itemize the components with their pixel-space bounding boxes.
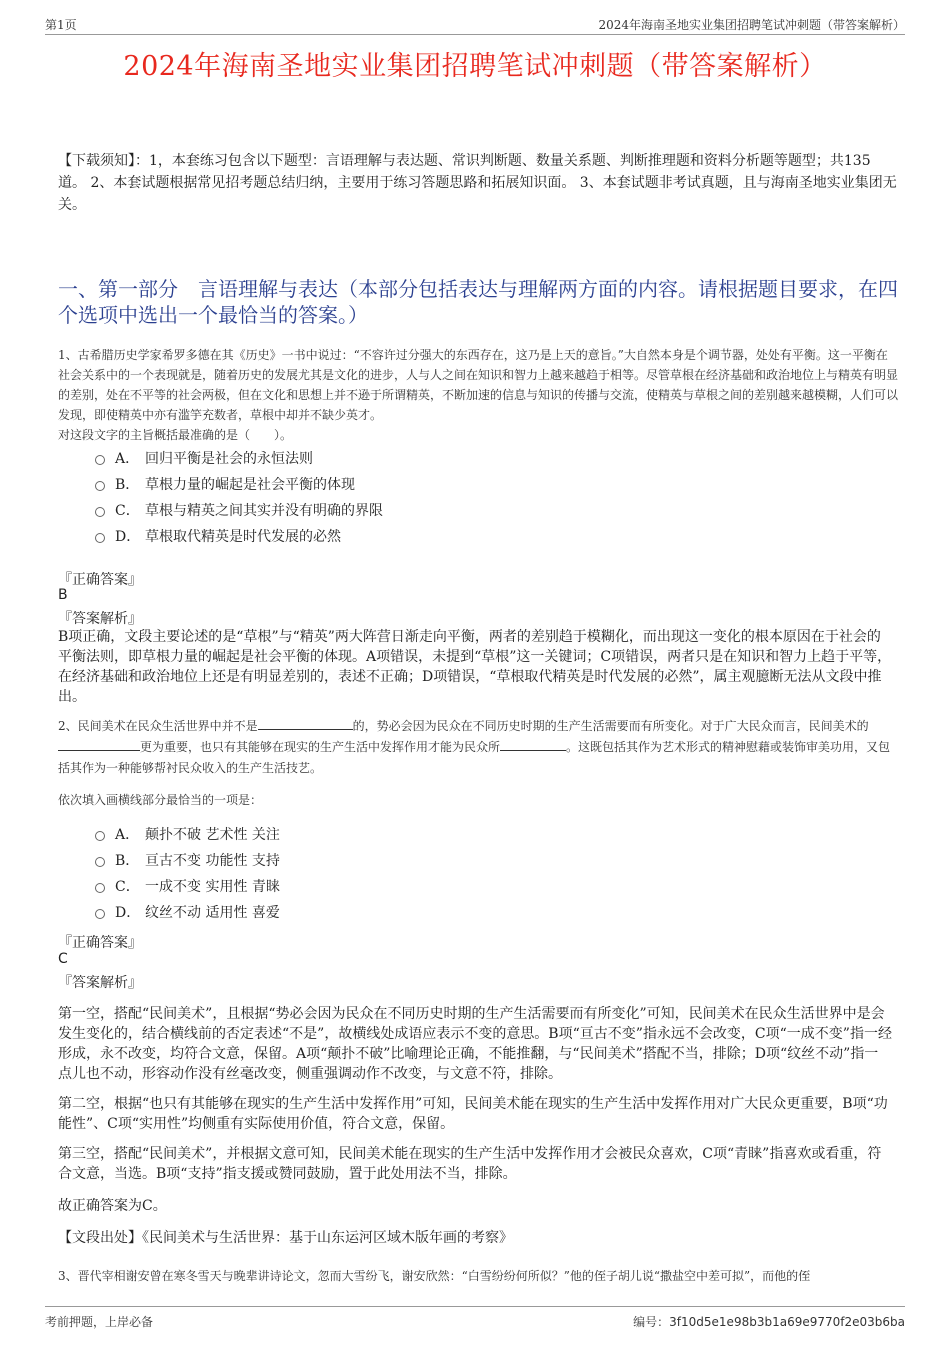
footer-slogan: 考前押题，上岸必备: [45, 1315, 154, 1329]
correct-answer-label: 『正确答案』: [58, 935, 142, 951]
question-1-passage: 1、古希腊历史学家希罗多德在其《历史》一书中说过：“不容许过分强大的东西存在，这乃是上天的意旨。”大自然本身是个调节器，处处有平衡。这一平衡在社会关系中的一个表现就是，随着历史的发展尤其是文化的进步，人与人之间在知识和智力上越来越趋于相等。尽管草根在经济基础和政治地位上与精英有明显的差别，处在不平等的社会两极，但在文化和思想上并不逊于所谓精英，不断加速的信息与知识的传播与交流，使精英与草根之间的差别越来越模糊，人们可以发现，即使精英中亦有滥竽充数者，草根中却并不缺少英才。: [58, 348, 899, 422]
page-title: 2024年海南圣地实业集团招聘笔试冲刺题（带答案解析）: [123, 51, 827, 82]
analysis-label: 『答案解析』: [58, 611, 142, 627]
download-notice: 【下载须知】：1，本套练习包含以下题型：言语理解与表达题、常识判断题、数量关系题、判断推理题和资料分析题等题型；共135道。 2、本套试题根据常见招考题总结归纳，主要用于练习答题思路和拓展知识面。 3、本套试题非考试真题，且与海南圣地实业集团无关。: [58, 153, 897, 213]
section-title: 一、第一部分 言语理解与表达（本部分包括表达与理解两方面的内容。请根据题目要求，在四个选项中选出一个最恰当的答案。）: [58, 277, 898, 327]
radio-icon[interactable]: [95, 909, 105, 919]
question-1-analysis: B项正确，文段主要论述的是“草根”与“精英”两大阵营日渐走向平衡，两者的差别趋于模糊化，而出现这一变化的根本原因在于社会的平衡法则，即草根力量的崛起是社会平衡的体现。A项错误，未提到“草根”这一关键词；C项错误，两者只是在知识和智力上趋于平等，在经济基础和政治地位上还是有明显差别的，表述不正确；D项错误，“草根取代精英是时代发展的必然”，属主观臆断无法从文段中推出。: [58, 629, 892, 705]
analysis-label: 『答案解析』: [58, 975, 142, 991]
radio-icon[interactable]: [95, 857, 105, 867]
question-2-analysis-1: 第一空，搭配“民间美术”，且根据“势必会因为民众在不同历史时期的生产生活需要而有所变化”可知，民间美术在民众生活世界中是会发生变化的，结合横线前的否定表述“不是”，故横线处成语应表示不变的意思。B项“亘古不变”指永远不会改变，C项“一成不变”指一经形成，永不改变，均符合文意，保留。A项“颠扑不破”比喻理论正确，不能推翻，与“民间美术”搭配不当，排除；D项“纹丝不动”指一点儿也不动，形容动作没有丝毫改变，侧重强调动作不改变，与文意不符，排除。: [58, 1006, 892, 1082]
page-number: 第1页: [45, 18, 77, 32]
blank-2: [58, 738, 140, 751]
radio-icon[interactable]: [95, 883, 105, 893]
question-2-analysis-3: 第三空，搭配“民间美术”，并根据文意可知，民间美术能在现实的生产生活中发挥作用才会被民众喜欢，C项“青睐”指喜欢或看重，符合文意，当选。B项“支持”指支援或赞同鼓励，置于此处用法不当，排除。: [58, 1146, 882, 1182]
question-1-prompt: 对这段文字的主旨概括最准确的是（ ）。: [58, 428, 293, 442]
question-2-analysis-2: 第二空，根据“也只有其能够在现实的生产生活中发挥作用”可知，民间美术能在现实的生产生活中发挥作用对广大民众更重要，B项“功能性”、C项“实用性”均侧重有实际使用价值，符合文意，保留。: [58, 1096, 888, 1132]
radio-icon[interactable]: [95, 533, 105, 543]
question-2-prompt: 依次填入画横线部分最恰当的一项是：: [58, 793, 263, 807]
correct-answer-label: 『正确答案』: [58, 572, 142, 588]
question-1-answer: B: [58, 587, 68, 603]
blank-1: [258, 717, 353, 730]
radio-icon[interactable]: [95, 481, 105, 491]
blank-3: [500, 738, 566, 751]
radio-icon[interactable]: [95, 831, 105, 841]
header-doc-title: 2024年海南圣地实业集团招聘笔试冲刺题（带答案解析）: [598, 18, 905, 32]
radio-icon[interactable]: [95, 507, 105, 517]
question-2-source: 【文段出处】《民间美术与生活世界：基于山东运河区域木版年画的考察》: [58, 1230, 513, 1246]
footer-code: 编号：3f10d5e1e98b3b1a69e9770f2e03b6ba: [633, 1315, 905, 1329]
radio-icon[interactable]: [95, 455, 105, 465]
question-2-conclusion: 故正确答案为C。: [58, 1198, 167, 1214]
question-1-text: [58, 345, 898, 445]
page-header: [45, 14, 905, 35]
question-2-answer: C: [58, 951, 68, 967]
page-footer: [45, 1306, 905, 1327]
question-3-text: 3、晋代宰相谢安曾在寒冬雪天与晚辈讲诗论文，忽而大雪纷飞，谢安欣然：“白雪纷纷何所似？”他的侄子胡儿说“撒盐空中差可拟”，而他的侄: [58, 1269, 811, 1283]
question-2-text: 2、民间美术在民众生活世界中并不是 的，势必会因为民众在不同历史时期的生产生活需要而有所变化。对于广大民众而言，民间美术的更为重要，也只有其能够在现实的生产生活中发挥作用才能为民众所 。这既包括其作为艺术形式的精神慰藉或装饰审美功用，又包括其作为一种能够帮衬民众收入的生产生活技艺。: [58, 719, 891, 775]
